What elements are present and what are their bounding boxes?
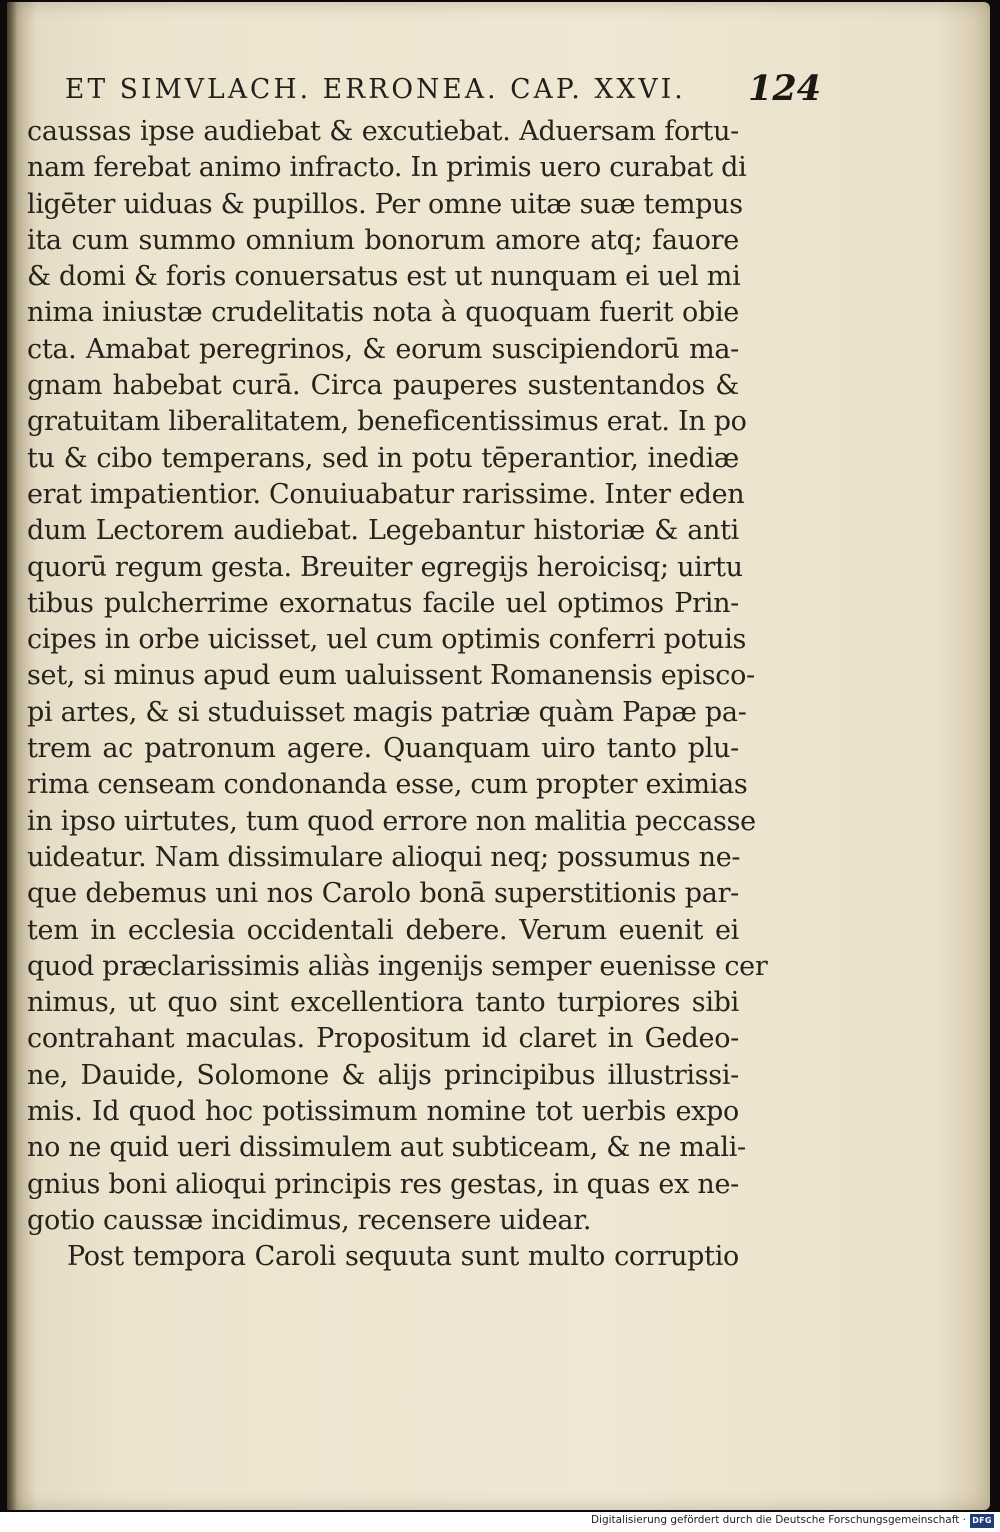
page-number: 124 bbox=[748, 68, 822, 109]
text-line: que debemus uni nos Carolo bonā superstitionis par- bbox=[27, 878, 739, 910]
text-line: tibus pulcherrime exornatus facile uel optimos Prin- bbox=[27, 587, 739, 619]
text-line-paragraph-start: Post tempora Caroli sequuta sunt multo corruptio bbox=[67, 1241, 739, 1273]
text-line: mis. Id quod hoc potissimum nomine tot uerbis expo bbox=[27, 1096, 739, 1128]
text-line: set, si minus apud eum ualuissent Romanensis episco- bbox=[27, 660, 755, 692]
text-line: cta. Amabat peregrinos, & eorum suscipiendorū ma- bbox=[27, 333, 739, 365]
text-line: erat impatientior. Conuiuabatur rarissime. Inter eden bbox=[27, 478, 745, 510]
running-head bbox=[65, 68, 822, 112]
text-line-paragraph-end: gotio caussæ incidimus, recensere uidear. bbox=[27, 1204, 592, 1236]
digitization-footer bbox=[0, 1512, 1000, 1532]
text-line: caussas ipse audiebat & excutiebat. Aduersam fortu- bbox=[27, 116, 739, 147]
text-line: pi artes, & si studuisset magis patriæ quàm Papæ pa- bbox=[27, 696, 747, 728]
text-line: nimus, ut quo sint excellentiora tanto turpiores sibi bbox=[27, 987, 739, 1019]
text-line: tu & cibo temperans, sed in potu tēperantior, inediæ bbox=[27, 442, 739, 474]
text-line: tem in ecclesia occidentali debere. Verum euenit ei bbox=[27, 914, 739, 946]
text-line: uideatur. Nam dissimulare alioqui neq; possumus ne- bbox=[27, 841, 741, 873]
text-line: quod præclarissimis aliàs ingenijs semper euenisse cer bbox=[27, 950, 768, 982]
text-line: contrahant maculas. Propositum id claret in Gedeo- bbox=[27, 1023, 739, 1055]
funding-credit: Digitalisierung gefördert durch die Deutsche Forschungsgemeinschaft · bbox=[590, 1514, 966, 1526]
book-page bbox=[7, 2, 990, 1510]
text-line: gnius boni alioqui principis res gestas, in quas ex ne- bbox=[27, 1168, 739, 1200]
text-line: & domi & foris conuersatus est ut nunquam ei uel mi bbox=[27, 261, 741, 293]
text-line: nam ferebat animo infracto. In primis uero curabat di bbox=[27, 152, 747, 184]
text-line: trem ac patronum agere. Quanquam uiro tanto plu- bbox=[27, 733, 739, 765]
text-line: in ipso uirtutes, tum quod errore non malitia peccasse bbox=[27, 805, 756, 837]
text-line: gratuitam liberalitatem, beneficentissimus erat. In po bbox=[27, 406, 747, 438]
text-line: no ne quid ueri dissimulem aut subticeam, & ne mali- bbox=[27, 1132, 746, 1164]
dfg-logo-icon: DFG bbox=[970, 1514, 994, 1528]
text-line: gnam habebat curā. Circa pauperes sustentandos & bbox=[27, 370, 739, 402]
text-line: ne, Dauide, Solomone & alijs principibus illustrissi- bbox=[27, 1059, 739, 1091]
running-head-title: ET SIMVLACH. ERRONEA. CAP. XXVI. bbox=[65, 74, 686, 105]
text-line: rima censeam condonanda esse, cum propter eximias bbox=[27, 769, 748, 801]
text-line: cipes in orbe uicisset, uel cum optimis conferri potuis bbox=[27, 624, 747, 656]
text-line: dum Lectorem audiebat. Legebantur historiæ & anti bbox=[27, 515, 739, 547]
text-line: ligēter uiduas & pupillos. Per omne uitæ suæ tempus bbox=[27, 188, 743, 220]
text-line: quorū regum gesta. Breuiter egregijs heroicisq; uirtu bbox=[27, 551, 743, 583]
gutter-shadow bbox=[7, 2, 17, 1510]
text-line: nima iniustæ crudelitatis nota à quoquam fuerit obie bbox=[27, 297, 739, 329]
text-line: ita cum summo omnium bonorum amore atq; fauore bbox=[27, 224, 739, 256]
body-text bbox=[27, 114, 768, 1276]
